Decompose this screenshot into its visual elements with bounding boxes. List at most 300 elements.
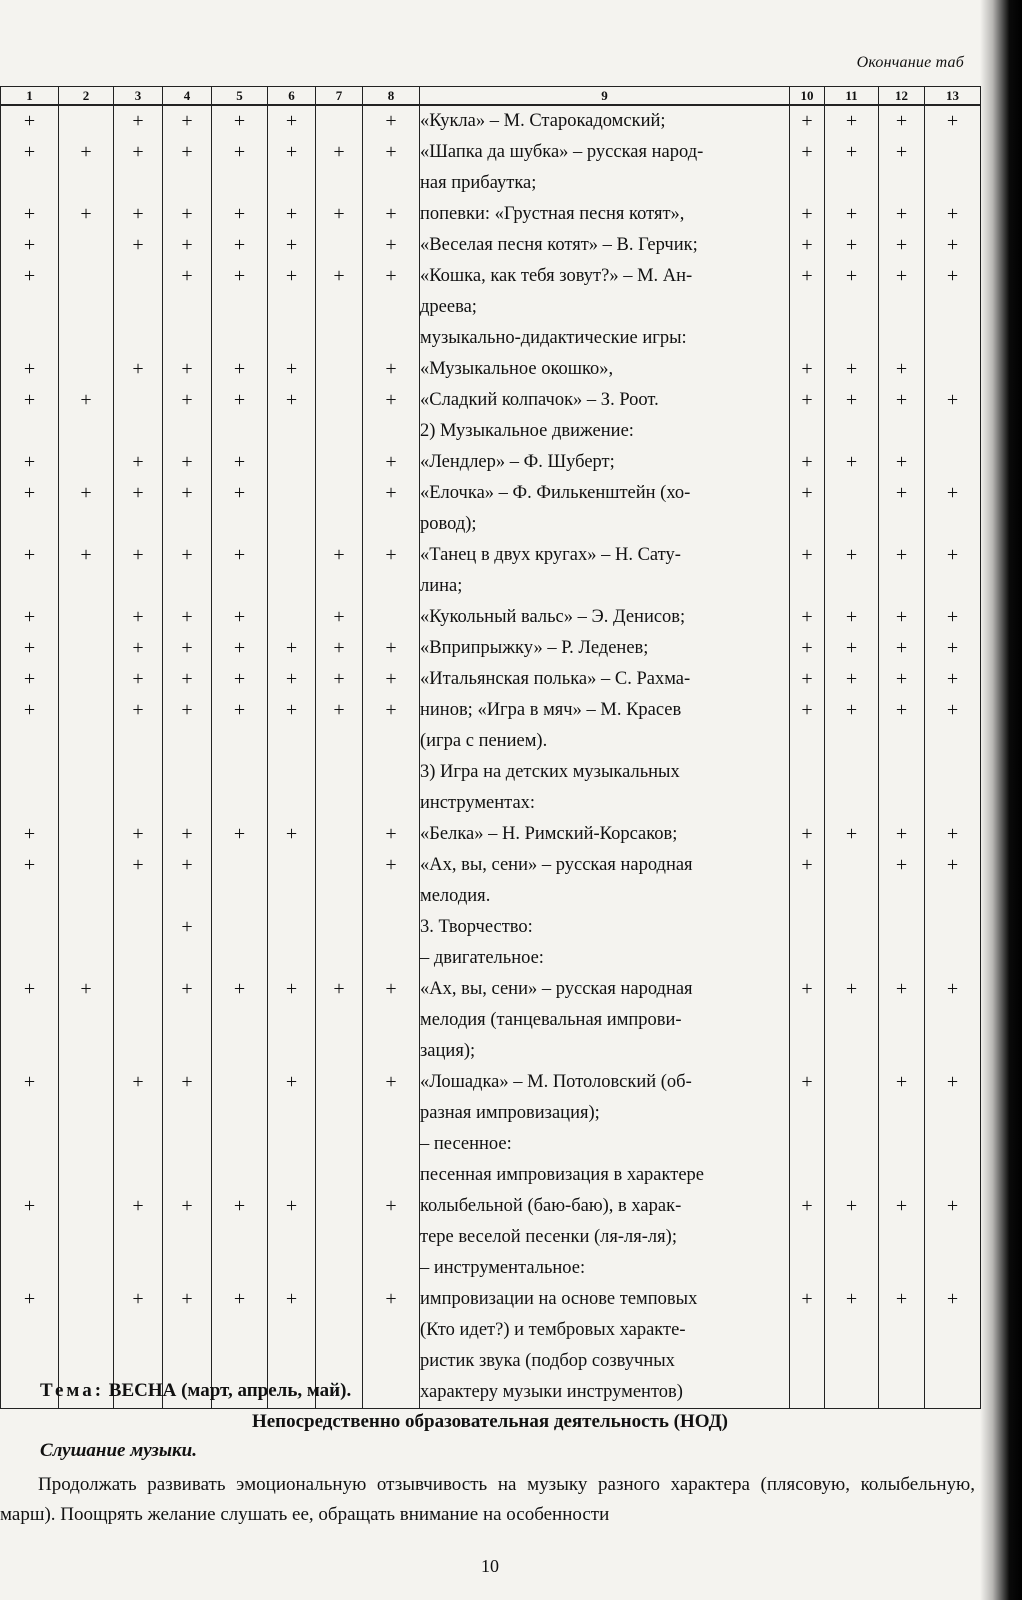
plus-mark: + — [1, 261, 59, 292]
content-cell: инструментах: — [420, 788, 790, 819]
content-cell: «Веселая песня котят» – В. Герчик; — [420, 230, 790, 261]
empty-cell — [268, 571, 316, 602]
empty-cell — [925, 1377, 981, 1409]
empty-cell — [268, 478, 316, 509]
empty-cell — [268, 1005, 316, 1036]
empty-cell — [925, 757, 981, 788]
plus-mark: + — [790, 602, 825, 633]
plus-mark: + — [790, 354, 825, 385]
empty-cell — [59, 602, 114, 633]
empty-cell — [316, 1160, 363, 1191]
empty-cell — [790, 323, 825, 354]
content-cell: колыбельной (баю-баю), в харак- — [420, 1191, 790, 1222]
content-cell: ристик звука (подбор созвучных — [420, 1346, 790, 1377]
plus-mark: + — [790, 1191, 825, 1222]
table-row — [1, 230, 981, 261]
empty-cell — [825, 1222, 879, 1253]
content-cell: музыкально-дидактические игры: — [420, 323, 790, 354]
plus-mark: + — [114, 199, 163, 230]
empty-cell — [925, 1160, 981, 1191]
empty-cell — [59, 726, 114, 757]
empty-cell — [59, 1191, 114, 1222]
empty-cell — [790, 168, 825, 199]
plus-mark: + — [268, 385, 316, 416]
empty-cell — [825, 1253, 879, 1284]
empty-cell — [268, 881, 316, 912]
empty-cell — [363, 1129, 420, 1160]
empty-cell — [59, 1160, 114, 1191]
plus-mark: + — [114, 230, 163, 261]
plus-mark: + — [825, 261, 879, 292]
content-cell: – двигательное: — [420, 943, 790, 974]
content-cell: 3. Творчество: — [420, 912, 790, 943]
empty-cell — [363, 1377, 420, 1409]
empty-cell — [363, 602, 420, 633]
empty-cell — [268, 788, 316, 819]
plus-mark: + — [163, 261, 212, 292]
empty-cell — [316, 230, 363, 261]
empty-cell — [212, 912, 268, 943]
empty-cell — [363, 726, 420, 757]
empty-cell — [268, 602, 316, 633]
plus-mark: + — [363, 819, 420, 850]
empty-cell — [114, 1098, 163, 1129]
page-number: 10 — [481, 1556, 499, 1576]
empty-cell — [879, 1253, 925, 1284]
plus-mark: + — [363, 664, 420, 695]
empty-cell — [212, 1346, 268, 1377]
plus-mark: + — [363, 385, 420, 416]
plus-mark: + — [59, 199, 114, 230]
empty-cell — [316, 447, 363, 478]
empty-cell — [114, 757, 163, 788]
plus-mark: + — [163, 478, 212, 509]
empty-cell — [879, 1222, 925, 1253]
empty-cell — [114, 881, 163, 912]
empty-cell — [790, 1315, 825, 1346]
table-row — [1, 881, 981, 912]
plus-mark: + — [825, 199, 879, 230]
content-cell: зация); — [420, 1036, 790, 1067]
empty-cell — [59, 168, 114, 199]
table-row — [1, 261, 981, 292]
plus-mark: + — [268, 1191, 316, 1222]
table-row — [1, 416, 981, 447]
plus-mark: + — [790, 540, 825, 571]
column-header-9: 9 — [420, 87, 790, 106]
empty-cell — [114, 509, 163, 540]
empty-cell — [363, 881, 420, 912]
table-row — [1, 509, 981, 540]
empty-cell — [114, 974, 163, 1005]
content-cell: ровод); — [420, 509, 790, 540]
empty-cell — [363, 168, 420, 199]
plus-mark: + — [925, 695, 981, 726]
empty-cell — [879, 726, 925, 757]
plus-mark: + — [1, 695, 59, 726]
empty-cell — [316, 416, 363, 447]
table-row — [1, 695, 981, 726]
content-cell: характеру музыки инструментов) — [420, 1377, 790, 1409]
empty-cell — [59, 292, 114, 323]
column-header-1: 1 — [1, 87, 59, 106]
table-row — [1, 912, 981, 943]
empty-cell — [825, 943, 879, 974]
plus-mark: + — [268, 199, 316, 230]
empty-cell — [59, 633, 114, 664]
plus-mark: + — [825, 354, 879, 385]
table-row — [1, 323, 981, 354]
empty-cell — [790, 912, 825, 943]
plus-mark: + — [925, 850, 981, 881]
empty-cell — [316, 1098, 363, 1129]
content-cell: нинов; «Игра в мяч» – М. Красев — [420, 695, 790, 726]
empty-cell — [268, 1036, 316, 1067]
plus-mark: + — [1, 819, 59, 850]
empty-cell — [316, 323, 363, 354]
plus-mark: + — [363, 540, 420, 571]
content-cell: 2) Музыкальное движение: — [420, 416, 790, 447]
plus-mark: + — [1, 602, 59, 633]
plus-mark: + — [790, 1284, 825, 1315]
plus-mark: + — [879, 1067, 925, 1098]
plus-mark: + — [925, 1067, 981, 1098]
empty-cell — [790, 943, 825, 974]
empty-cell — [316, 788, 363, 819]
empty-cell — [114, 261, 163, 292]
plus-mark: + — [363, 478, 420, 509]
plus-mark: + — [163, 974, 212, 1005]
empty-cell — [825, 509, 879, 540]
empty-cell — [925, 509, 981, 540]
empty-cell — [212, 168, 268, 199]
empty-cell — [363, 1222, 420, 1253]
empty-cell — [316, 509, 363, 540]
empty-cell — [825, 1160, 879, 1191]
plus-mark: + — [825, 819, 879, 850]
empty-cell — [114, 943, 163, 974]
empty-cell — [879, 912, 925, 943]
content-cell: 3) Игра на детских музыкальных — [420, 757, 790, 788]
plus-mark: + — [268, 1284, 316, 1315]
empty-cell — [163, 1005, 212, 1036]
empty-cell — [1, 943, 59, 974]
empty-cell — [1, 1129, 59, 1160]
table-row — [1, 1098, 981, 1129]
empty-cell — [790, 881, 825, 912]
plus-mark: + — [163, 1191, 212, 1222]
plus-mark: + — [163, 1067, 212, 1098]
plus-mark: + — [114, 354, 163, 385]
empty-cell — [363, 292, 420, 323]
plus-mark: + — [212, 199, 268, 230]
empty-cell — [163, 943, 212, 974]
empty-cell — [114, 1346, 163, 1377]
empty-cell — [879, 416, 925, 447]
plus-mark: + — [163, 819, 212, 850]
plus-mark: + — [114, 1191, 163, 1222]
empty-cell — [59, 1346, 114, 1377]
table-row — [1, 571, 981, 602]
plus-mark: + — [114, 819, 163, 850]
empty-cell — [363, 416, 420, 447]
table-row — [1, 1129, 981, 1160]
empty-cell — [1, 788, 59, 819]
plus-mark: + — [925, 478, 981, 509]
plus-mark: + — [1, 664, 59, 695]
content-cell: ная прибаутка; — [420, 168, 790, 199]
empty-cell — [59, 105, 114, 137]
empty-cell — [1, 1222, 59, 1253]
empty-cell — [1, 571, 59, 602]
plus-mark: + — [879, 354, 925, 385]
empty-cell — [879, 1005, 925, 1036]
plus-mark: + — [363, 974, 420, 1005]
empty-cell — [212, 881, 268, 912]
plus-mark: + — [1, 385, 59, 416]
empty-cell — [363, 757, 420, 788]
plus-mark: + — [790, 974, 825, 1005]
plus-mark: + — [879, 602, 925, 633]
empty-cell — [163, 1346, 212, 1377]
plus-mark: + — [879, 1284, 925, 1315]
plus-mark: + — [212, 819, 268, 850]
empty-cell — [925, 1129, 981, 1160]
empty-cell — [825, 912, 879, 943]
plus-mark: + — [114, 447, 163, 478]
empty-cell — [879, 1160, 925, 1191]
plus-mark: + — [825, 602, 879, 633]
content-cell: «Елочка» – Ф. Филькенштейн (хо- — [420, 478, 790, 509]
empty-cell — [316, 354, 363, 385]
plus-mark: + — [925, 261, 981, 292]
scan-shadow-edge — [980, 0, 1022, 1600]
plus-mark: + — [363, 137, 420, 168]
empty-cell — [212, 416, 268, 447]
plus-mark: + — [212, 540, 268, 571]
empty-cell — [163, 881, 212, 912]
plus-mark: + — [925, 230, 981, 261]
empty-cell — [363, 509, 420, 540]
empty-cell — [268, 1222, 316, 1253]
empty-cell — [212, 292, 268, 323]
empty-cell — [59, 881, 114, 912]
empty-cell — [163, 1222, 212, 1253]
empty-cell — [114, 1160, 163, 1191]
plus-mark: + — [1, 633, 59, 664]
plus-mark: + — [925, 385, 981, 416]
empty-cell — [212, 757, 268, 788]
table-row — [1, 385, 981, 416]
plus-mark: + — [1, 199, 59, 230]
empty-cell — [1, 912, 59, 943]
empty-cell — [59, 1036, 114, 1067]
plus-mark: + — [316, 633, 363, 664]
empty-cell — [1, 416, 59, 447]
empty-cell — [59, 695, 114, 726]
empty-cell — [59, 447, 114, 478]
plus-mark: + — [212, 105, 268, 137]
table-row — [1, 1346, 981, 1377]
plus-mark: + — [879, 230, 925, 261]
empty-cell — [212, 850, 268, 881]
empty-cell — [790, 1098, 825, 1129]
empty-cell — [59, 943, 114, 974]
empty-cell — [925, 881, 981, 912]
plus-mark: + — [925, 974, 981, 1005]
empty-cell — [925, 1036, 981, 1067]
empty-cell — [316, 571, 363, 602]
plus-mark: + — [363, 850, 420, 881]
plus-mark: + — [316, 261, 363, 292]
plus-mark: + — [59, 137, 114, 168]
plus-mark: + — [212, 633, 268, 664]
plus-mark: + — [363, 354, 420, 385]
empty-cell — [59, 912, 114, 943]
empty-cell — [212, 1315, 268, 1346]
empty-cell — [1, 1253, 59, 1284]
plus-mark: + — [879, 137, 925, 168]
table-row — [1, 819, 981, 850]
empty-cell — [1, 881, 59, 912]
empty-cell — [114, 385, 163, 416]
empty-cell — [879, 1129, 925, 1160]
empty-cell — [268, 323, 316, 354]
column-header-11: 11 — [825, 87, 879, 106]
empty-cell — [879, 788, 925, 819]
plus-mark: + — [790, 230, 825, 261]
empty-cell — [212, 571, 268, 602]
empty-cell — [363, 788, 420, 819]
plus-mark: + — [316, 664, 363, 695]
table-row — [1, 1222, 981, 1253]
plus-mark: + — [114, 1067, 163, 1098]
empty-cell — [268, 726, 316, 757]
plus-mark: + — [879, 664, 925, 695]
plus-mark: + — [363, 633, 420, 664]
plus-mark: + — [925, 540, 981, 571]
plus-mark: + — [879, 633, 925, 664]
empty-cell — [59, 819, 114, 850]
plus-mark: + — [925, 105, 981, 137]
empty-cell — [212, 1005, 268, 1036]
plus-mark: + — [1, 105, 59, 137]
empty-cell — [363, 323, 420, 354]
empty-cell — [268, 943, 316, 974]
plus-mark: + — [163, 385, 212, 416]
empty-cell — [163, 757, 212, 788]
empty-cell — [790, 757, 825, 788]
empty-cell — [316, 105, 363, 137]
empty-cell — [825, 478, 879, 509]
empty-cell — [925, 416, 981, 447]
plus-mark: + — [212, 385, 268, 416]
empty-cell — [268, 540, 316, 571]
plus-mark: + — [879, 850, 925, 881]
plus-mark: + — [114, 478, 163, 509]
plus-mark: + — [163, 695, 212, 726]
empty-cell — [879, 509, 925, 540]
empty-cell — [1, 292, 59, 323]
empty-cell — [1, 509, 59, 540]
plus-mark: + — [879, 105, 925, 137]
empty-cell — [316, 881, 363, 912]
empty-cell — [316, 1005, 363, 1036]
plus-mark: + — [790, 261, 825, 292]
content-cell: «Сладкий колпачок» – З. Роот. — [420, 385, 790, 416]
table-row — [1, 199, 981, 230]
empty-cell — [316, 1036, 363, 1067]
table-row — [1, 1036, 981, 1067]
empty-cell — [879, 943, 925, 974]
empty-cell — [268, 1098, 316, 1129]
empty-cell — [163, 323, 212, 354]
table-row — [1, 943, 981, 974]
empty-cell — [316, 1315, 363, 1346]
content-cell: «Белка» – Н. Римский-Корсаков; — [420, 819, 790, 850]
empty-cell — [1, 1160, 59, 1191]
plus-mark: + — [268, 1067, 316, 1098]
table-row — [1, 974, 981, 1005]
plus-mark: + — [1, 850, 59, 881]
plus-mark: + — [316, 695, 363, 726]
empty-cell — [825, 1377, 879, 1409]
empty-cell — [59, 230, 114, 261]
empty-cell — [790, 1129, 825, 1160]
plus-mark: + — [212, 695, 268, 726]
empty-cell — [825, 1346, 879, 1377]
plus-mark: + — [163, 912, 212, 943]
table-row — [1, 1253, 981, 1284]
empty-cell — [925, 788, 981, 819]
plus-mark: + — [925, 819, 981, 850]
plus-mark: + — [1, 447, 59, 478]
empty-cell — [363, 943, 420, 974]
empty-cell — [59, 1005, 114, 1036]
plus-mark: + — [163, 354, 212, 385]
plus-mark: + — [1, 478, 59, 509]
plus-mark: + — [316, 540, 363, 571]
empty-cell — [114, 1129, 163, 1160]
empty-cell — [825, 757, 879, 788]
empty-cell — [925, 1005, 981, 1036]
plus-mark: + — [925, 633, 981, 664]
plus-mark: + — [212, 602, 268, 633]
empty-cell — [925, 292, 981, 323]
theme-label: Тема: — [40, 1380, 105, 1401]
plus-mark: + — [879, 695, 925, 726]
content-cell: «Итальянская полька» – С. Рахма- — [420, 664, 790, 695]
empty-cell — [212, 1036, 268, 1067]
empty-cell — [316, 943, 363, 974]
empty-cell — [316, 292, 363, 323]
plus-mark: + — [825, 447, 879, 478]
column-header-3: 3 — [114, 87, 163, 106]
plus-mark: + — [114, 137, 163, 168]
empty-cell — [879, 757, 925, 788]
plus-mark: + — [825, 1191, 879, 1222]
empty-cell — [212, 1160, 268, 1191]
empty-cell — [114, 323, 163, 354]
plus-mark: + — [790, 850, 825, 881]
empty-cell — [212, 726, 268, 757]
plus-mark: + — [790, 819, 825, 850]
empty-cell — [316, 1346, 363, 1377]
plus-mark: + — [925, 664, 981, 695]
table-body — [1, 105, 981, 1409]
empty-cell — [790, 1160, 825, 1191]
empty-cell — [825, 726, 879, 757]
